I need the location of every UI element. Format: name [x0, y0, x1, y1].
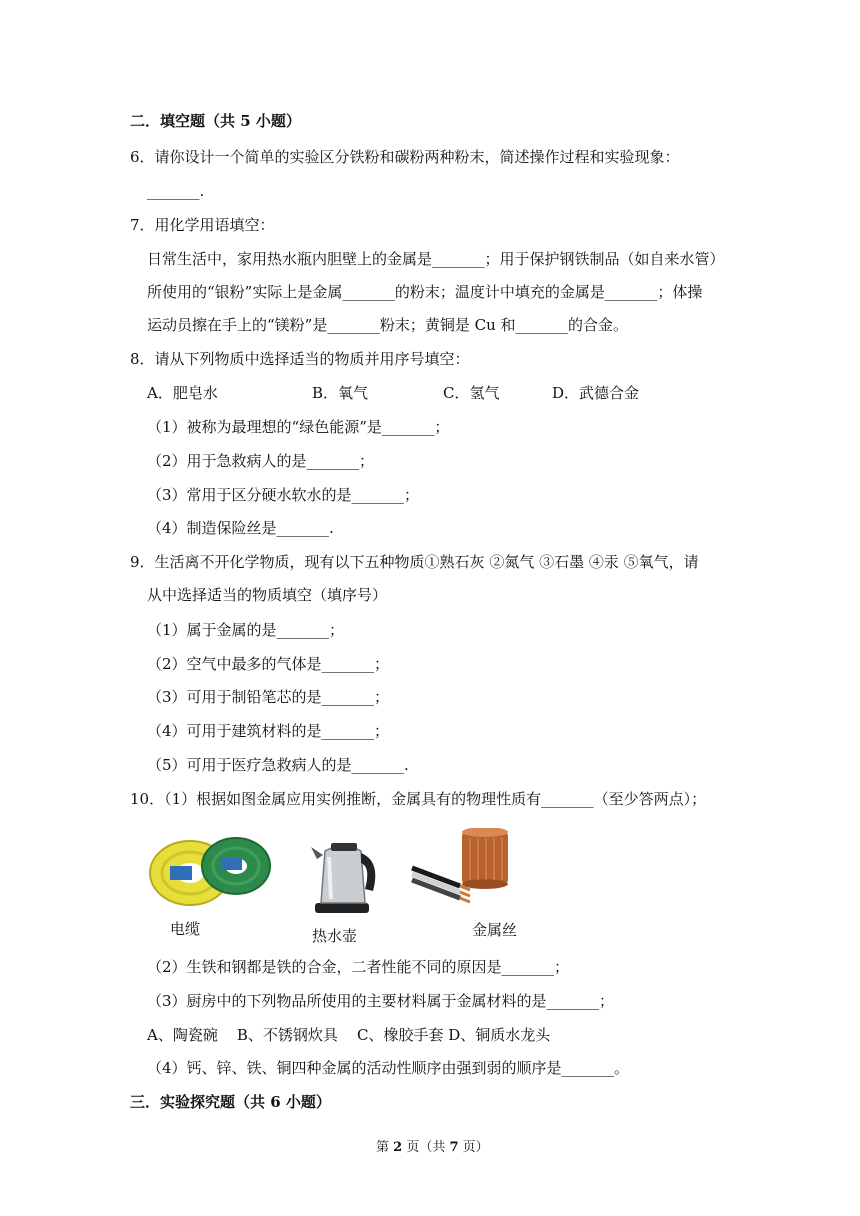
footer-page-total: 7 — [449, 1140, 459, 1155]
question-10-line-1: 10．（1）根据如图金属应用实例推断，金属具有的物理性质有_______（至少答两点）； — [130, 790, 707, 808]
figure-caption-cable: 电缆 — [170, 920, 201, 938]
question-6-line-2: _______. — [147, 182, 205, 200]
question-9-item-3: （3）可用于制铅笔芯的是_______； — [147, 688, 390, 706]
question-10-item-2: （2）生铁和钢都是铁的合金，二者性能不同的原因是_______； — [147, 958, 570, 976]
question-9-line-1: 9．生活离不开化学物质，现有以下五种物质①熟石灰 ②氮气 ③石墨 ④汞 ⑤氧气，请 — [130, 553, 699, 571]
question-8-item-1: （1）被称为最理想的“绿色能源”是_______； — [147, 418, 450, 436]
question-10-options: A、陶瓷碗 B、不锈钢炊具 C、橡胶手套 D、铜质水龙头 — [147, 1026, 551, 1044]
question-10-item-4: （4）钙、锌、铁、铜四种金属的活动性顺序由强到弱的顺序是_______。 — [147, 1059, 630, 1077]
figure-caption-kettle: 热水壶 — [312, 927, 358, 945]
question-9-item-4: （4）可用于建筑材料的是_______； — [147, 722, 390, 740]
page-footer — [376, 1138, 489, 1158]
figure-caption-metal-wire: 金属丝 — [472, 921, 518, 939]
question-8-title: 8．请从下列物质中选择适当的物质并用序号填空： — [130, 350, 470, 368]
question-8-option-a: A．肥皂水 — [147, 384, 218, 402]
metal-wire-image — [410, 828, 515, 913]
footer-prefix: 第 — [376, 1140, 394, 1155]
footer-mid: 页（共 — [402, 1140, 450, 1155]
question-9-item-5: （5）可用于医疗急救病人的是_______. — [147, 756, 409, 774]
metal-application-figures — [148, 828, 568, 946]
question-6-line-1: 6．请你设计一个简单的实验区分铁粉和碳粉两种粉末，简述操作过程和实验现象： — [130, 148, 680, 166]
question-7-title: 7．用化学用语填空： — [130, 216, 275, 234]
question-7-line-1: 日常生活中，家用热水瓶内胆壁上的金属是_______；用于保护钢铁制品（如自来水管） — [147, 250, 725, 268]
section-heading: 三．实验探究题（共 6 小题） — [130, 1093, 331, 1111]
question-8-item-4: （4）制造保险丝是_______. — [147, 519, 334, 537]
question-8-item-3: （3）常用于区分硬水软水的是_______； — [147, 486, 420, 504]
question-8-option-c: C．氢气 — [443, 384, 500, 402]
question-8-item-2: （2）用于急救病人的是_______； — [147, 452, 375, 470]
footer-page-number: 2 — [393, 1140, 403, 1155]
footer-suffix: 页） — [458, 1140, 489, 1155]
section-heading: 二．填空题（共 5 小题） — [130, 112, 301, 130]
question-8-option-b: B．氧气 — [312, 384, 369, 402]
question-9-line-2: 从中选择适当的物质填空（填序号） — [147, 586, 388, 604]
question-7-line-3: 运动员擦在手上的“镁粉”是_______粉末；黄铜是 Cu 和_______的合金。 — [147, 316, 629, 334]
question-8-option-d: D．武德合金 — [552, 384, 640, 402]
kettle-image — [303, 833, 383, 918]
question-9-item-2: （2）空气中最多的气体是_______； — [147, 655, 390, 673]
question-10-item-3: （3）厨房中的下列物品所使用的主要材料属于金属材料的是_______； — [147, 992, 615, 1010]
question-7-line-2: 所使用的“银粉”实际上是金属_______的粉末；温度计中填充的金属是_______；体操 — [147, 283, 703, 301]
question-9-item-1: （1）属于金属的是_______； — [147, 621, 345, 639]
cable-coil-image — [148, 828, 273, 913]
